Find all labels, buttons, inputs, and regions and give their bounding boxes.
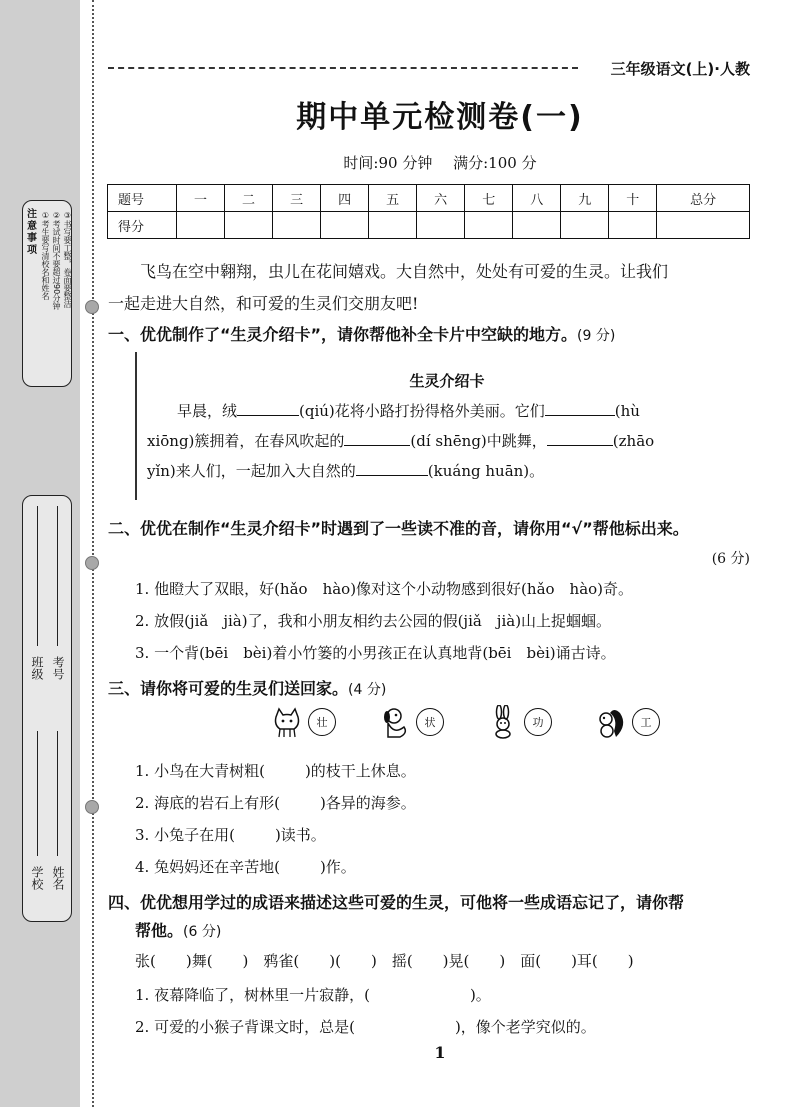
score-col-header: 九 [561, 185, 609, 212]
school-input-line[interactable] [37, 731, 38, 856]
score-table-score-row [108, 212, 750, 239]
score-col-header: 一 [177, 185, 225, 212]
idiom-blanks[interactable]: 张( )舞( ) 鸦雀( )( ) 摇( )晃( ) 面( )耳( ) [135, 952, 634, 970]
question-2-heading: 二、优优在制作“生灵介绍卡”时遇到了一些读不准的音，请你用“√”帮他标出来。 [108, 519, 689, 538]
char-circle: 功 [524, 708, 552, 736]
animal-item [594, 705, 660, 739]
question-2-points: (6 分) [711, 551, 750, 567]
question-3-points: (4 分) [348, 682, 387, 698]
grade-subject-label: 三年级语文(上)·人教 [610, 60, 750, 78]
score-col-header: 八 [513, 185, 561, 212]
char-circle: 壮 [308, 708, 336, 736]
animal-item [270, 705, 336, 739]
score-cell[interactable] [369, 212, 417, 239]
score-cell[interactable] [177, 212, 225, 239]
score-cell[interactable] [561, 212, 609, 239]
answer-blank[interactable] [344, 427, 410, 446]
question-4-sentence [135, 984, 491, 1005]
score-col-header: 十 [609, 185, 657, 212]
class-input-line[interactable] [37, 506, 38, 646]
sentence-part: )各异的海参。 [319, 794, 416, 812]
question-3-heading [108, 676, 386, 699]
question-3-text: 三、请你将可爱的生灵们送回家。 [108, 679, 349, 698]
card-text-segment: (zhāo [612, 432, 655, 450]
sentence-part: )作。 [319, 858, 356, 876]
answer-blank[interactable] [545, 397, 615, 416]
note-line: ③书写要工整，卷面要整洁 [63, 211, 72, 308]
question-2-sentence[interactable]: 1. 他瞪大了双眼，好(hǎo hào)像对这个小动物感到很好(hǎo hào)奇。 [135, 580, 634, 598]
sentence-part: )。 [469, 986, 491, 1004]
score-col-header: 总分 [657, 185, 750, 212]
card-text-segment: (qiú)花将小路打扮得格外美丽。它们 [299, 402, 545, 420]
card-text-segment: (dí shēng)中跳舞， [410, 432, 547, 450]
sentence-part: 2. 海底的岩石上有形( [135, 794, 280, 812]
score-cell[interactable] [225, 212, 273, 239]
sentence-part: )的枝干上休息。 [304, 762, 416, 780]
card-text-segment: xiōng)簇拥着，在春风吹起的 [147, 432, 345, 450]
question-3-sentence [135, 760, 416, 781]
score-col-header: 三 [273, 185, 321, 212]
question-4-text: 帮他。 [135, 921, 184, 940]
card-text-segment: yǐn)来人们，一起加入大自然的 [147, 462, 356, 480]
score-col-header: 四 [321, 185, 369, 212]
squirrel-icon [594, 705, 628, 739]
sentence-part: )，像个老学究似的。 [454, 1018, 596, 1036]
score-col-header: 二 [225, 185, 273, 212]
score-cell[interactable] [273, 212, 321, 239]
answer-blank[interactable] [547, 427, 613, 446]
exam-number-label: 考号 [51, 656, 65, 680]
notes-title: 注意事项 [27, 209, 37, 256]
score-label: 得分 [108, 212, 177, 239]
class-label: 班级 [30, 656, 44, 680]
card-text [147, 396, 753, 486]
card-text-segment: (kuáng huān)。 [427, 462, 545, 480]
school-label: 学校 [30, 866, 44, 890]
score-col-header: 七 [465, 185, 513, 212]
animal-item [378, 705, 444, 739]
question-1-heading [108, 322, 615, 345]
sentence-part: 1. 小鸟在大青树粗( [135, 762, 265, 780]
question-1-points: (9 分) [577, 328, 616, 344]
card-text-segment: (hù [614, 402, 640, 420]
exam-time: 时间:90 分钟 [343, 154, 433, 172]
score-table [107, 184, 750, 239]
page-title: 期中单元检测卷(一) [296, 100, 584, 135]
score-cell[interactable] [321, 212, 369, 239]
answer-blank[interactable] [237, 397, 299, 416]
score-cell[interactable] [417, 212, 465, 239]
card-text-segment: 早晨，绒 [177, 402, 238, 420]
header-rule [108, 67, 578, 69]
card-title: 生灵介绍卡 [409, 372, 485, 390]
dog-icon [378, 705, 412, 739]
page-number: 1 [434, 1043, 446, 1062]
question-3-sentence [135, 856, 356, 877]
binding-hole [85, 556, 99, 570]
binding-hole [85, 300, 99, 314]
intro-line: 飞鸟在空中翱翔，虫儿在花间嬉戏。大自然中，处处有可爱的生灵。让我们 [140, 262, 669, 281]
exam-full-score: 满分:100 分 [453, 154, 537, 172]
question-2-sentence[interactable]: 2. 放假(jiǎ jià)了，我和小朋友相约去公园的假(jiǎ jià)山上捉蝈蝈。 [135, 612, 612, 630]
score-table-header-row [108, 185, 750, 212]
char-circle: 工 [632, 708, 660, 736]
question-number-label: 题号 [108, 185, 177, 212]
score-cell[interactable] [657, 212, 750, 239]
sentence-part: )读书。 [274, 826, 326, 844]
name-input-line[interactable] [57, 731, 58, 856]
answer-blank[interactable] [356, 457, 428, 476]
binding-hole [85, 800, 99, 814]
char-circle: 状 [416, 708, 444, 736]
sentence-part: 2. 可爱的小猴子背课文时，总是( [135, 1018, 355, 1036]
question-1-text: 一、优优制作了“生灵介绍卡”，请你帮他补全卡片中空缺的地方。 [108, 325, 578, 344]
question-4-points: (6 分) [183, 924, 222, 940]
intro-card [135, 352, 757, 500]
animal-houses [270, 705, 660, 739]
exam-notes-box [22, 200, 72, 387]
note-line: ①考生要写清校名和姓名 [41, 211, 50, 300]
rabbit-icon [486, 705, 520, 739]
question-3-sentence [135, 824, 326, 845]
score-cell[interactable] [465, 212, 513, 239]
sentence-part: 4. 兔妈妈还在辛苦地( [135, 858, 280, 876]
question-4-heading: 四、优优想用学过的成语来描述这些可爱的生灵，可他将一些成语忘记了，请你帮 [108, 893, 685, 912]
question-2-sentence[interactable]: 3. 一个背(bēi bèi)着小竹篓的小男孩正在认真地背(bēi bèi)诵古诗。 [135, 644, 616, 662]
student-info-box [22, 495, 72, 922]
intro-line: 一起走进大自然，和可爱的生灵们交朋友吧! [108, 294, 419, 313]
exam-number-input-line[interactable] [57, 506, 58, 646]
question-4-heading-cont [135, 918, 221, 941]
cat-icon [270, 705, 304, 739]
score-col-header: 六 [417, 185, 465, 212]
question-4-sentence [135, 1016, 596, 1037]
name-label: 姓名 [51, 866, 65, 890]
score-cell[interactable] [609, 212, 657, 239]
question-3-sentence [135, 792, 416, 813]
animal-item [486, 705, 552, 739]
score-cell[interactable] [513, 212, 561, 239]
note-line: ②考试时间不要超过90分钟 [52, 211, 61, 311]
sentence-part: 3. 小兔子在用( [135, 826, 235, 844]
sentence-part: 1. 夜幕降临了，树林里一片寂静，( [135, 986, 370, 1004]
score-col-header: 五 [369, 185, 417, 212]
exam-info [0, 152, 800, 173]
